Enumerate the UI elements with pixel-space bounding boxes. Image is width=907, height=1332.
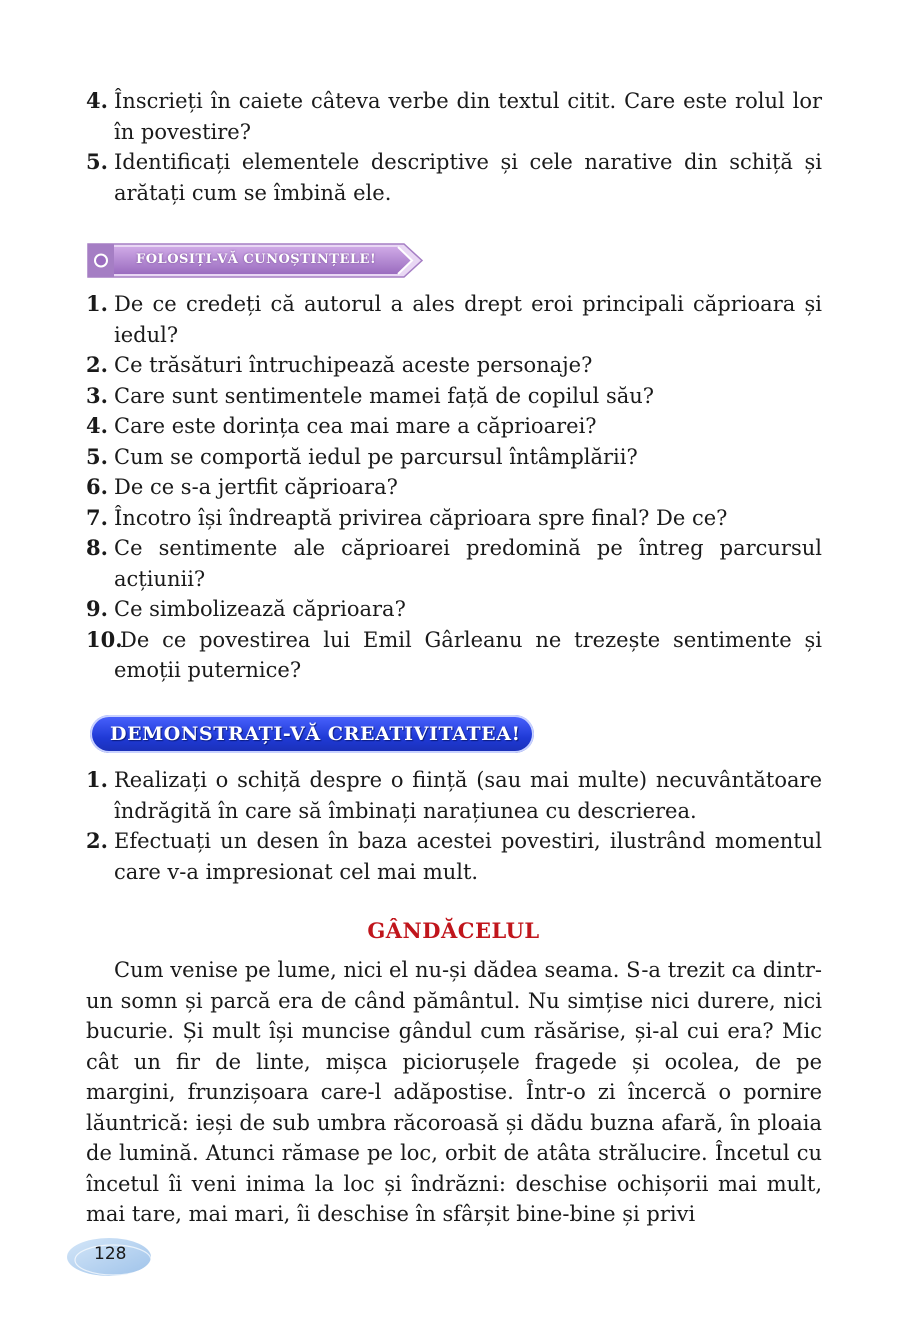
section-banner-knowledge: [86, 242, 426, 279]
list-item: [86, 350, 822, 381]
knowledge-question-list: [86, 289, 822, 686]
list-item: [86, 411, 822, 442]
item-text: Efectuați un desen în baza acestei povestiri, ilustrând momentul care v-a impresionat cel mai mult.: [114, 829, 822, 884]
item-text: Încotro își îndreaptă privirea căprioara spre final? De ce?: [114, 505, 728, 530]
list-item: [86, 765, 822, 826]
section-banner-creativity: [90, 715, 534, 753]
item-text: Care este dorința cea mai mare a căprioarei?: [114, 414, 597, 438]
item-number: 5.: [86, 443, 108, 469]
item-text: De ce credeți că autorul a ales drept eroi principali căprioara și iedul?: [114, 292, 822, 347]
story-title: GÂNDĂCELUL: [367, 918, 540, 943]
list-item: [86, 147, 822, 208]
item-text: Identificați elementele descriptive și cele narative din schiță și arătați cum se îmbină ele.: [114, 150, 822, 205]
item-number: 9.: [86, 596, 108, 621]
list-item: [86, 289, 822, 350]
item-number: 6.: [86, 474, 108, 499]
item-number: 1.: [86, 291, 108, 316]
list-item: [86, 503, 822, 534]
item-number: 1.: [86, 767, 108, 792]
item-text: De ce s-a jertfit căprioara?: [114, 475, 398, 499]
item-number: 3.: [86, 382, 108, 408]
story-paragraph: Cum venise pe lume, nici el nu-și dădea seama. S-a trezit ca dintr-un somn și parcă era de când pământul. Nu simțise nici durere, nici bucurie. Și mult își muncise gândul cum răsărise, și-al cui era? Mic cât un fir de linte, mișca piciorușele fragede și ocolea, de pe margini, frunzișoara care-l adăpostise. Într-o zi încercă o pornire lăuntrică: ieși de sub umbra răcoroasă și dădu buzna afară, în ploaia de lumină. Atunci rămase pe loc, orbit de atâta strălucire. Încetul cu încetul îi veni inima la loc și îndrăzni: deschise ochișorii mai mult, mai tare, mai mari, îi deschise în sfârșit bine-bine și privi: [86, 958, 822, 1226]
item-text: Ce trăsături întruchipează aceste personaje?: [114, 353, 593, 377]
item-number: 2.: [86, 828, 108, 853]
item-text: De ce povestirea lui Emil Gârleanu ne trezește sentimente și emoții puternice?: [114, 627, 822, 682]
item-text: Cum se comportă iedul pe parcursul întâmplării?: [114, 444, 638, 469]
list-item: [86, 594, 822, 625]
item-number: 2.: [86, 352, 108, 377]
page-number-badge: [66, 1236, 152, 1278]
item-text: Înscrieți în caiete câteva verbe din textul citit. Care este rolul lor în povestire?: [114, 89, 822, 144]
item-number: 5.: [86, 149, 108, 174]
creativity-task-list: [86, 765, 822, 887]
banner-label: DEMONSTRAȚI-VĂ CREATIVITATEA!: [110, 723, 521, 745]
list-item: [86, 533, 822, 594]
item-text: Realizați o schiță despre o ființă (sau mai multe) necuvântătoare îndrăgită în care să îmbinați narațiunea cu descrierea.: [114, 768, 822, 823]
item-text: Care sunt sentimentele mamei față de copilul său?: [114, 383, 655, 408]
item-number: 4.: [86, 413, 108, 438]
item-text: Ce simbolizează căprioara?: [114, 597, 406, 621]
item-number: 10.: [86, 626, 123, 652]
list-item: [86, 826, 822, 887]
list-item: [86, 625, 822, 686]
page-number: 128: [94, 1244, 127, 1264]
list-item: [86, 86, 822, 147]
item-number: 7.: [86, 504, 108, 530]
top-question-list: [86, 86, 822, 208]
list-item: [86, 442, 822, 473]
item-number: 8.: [86, 535, 108, 560]
list-item: [86, 472, 822, 503]
list-item: [86, 381, 822, 412]
item-number: 4.: [86, 88, 108, 113]
banner-label: FOLOSIȚI-VĂ CUNOȘTINȚELE!: [136, 252, 377, 267]
item-text: Ce sentimente ale căprioarei predomină pe întreg parcursul acțiunii?: [114, 536, 822, 591]
